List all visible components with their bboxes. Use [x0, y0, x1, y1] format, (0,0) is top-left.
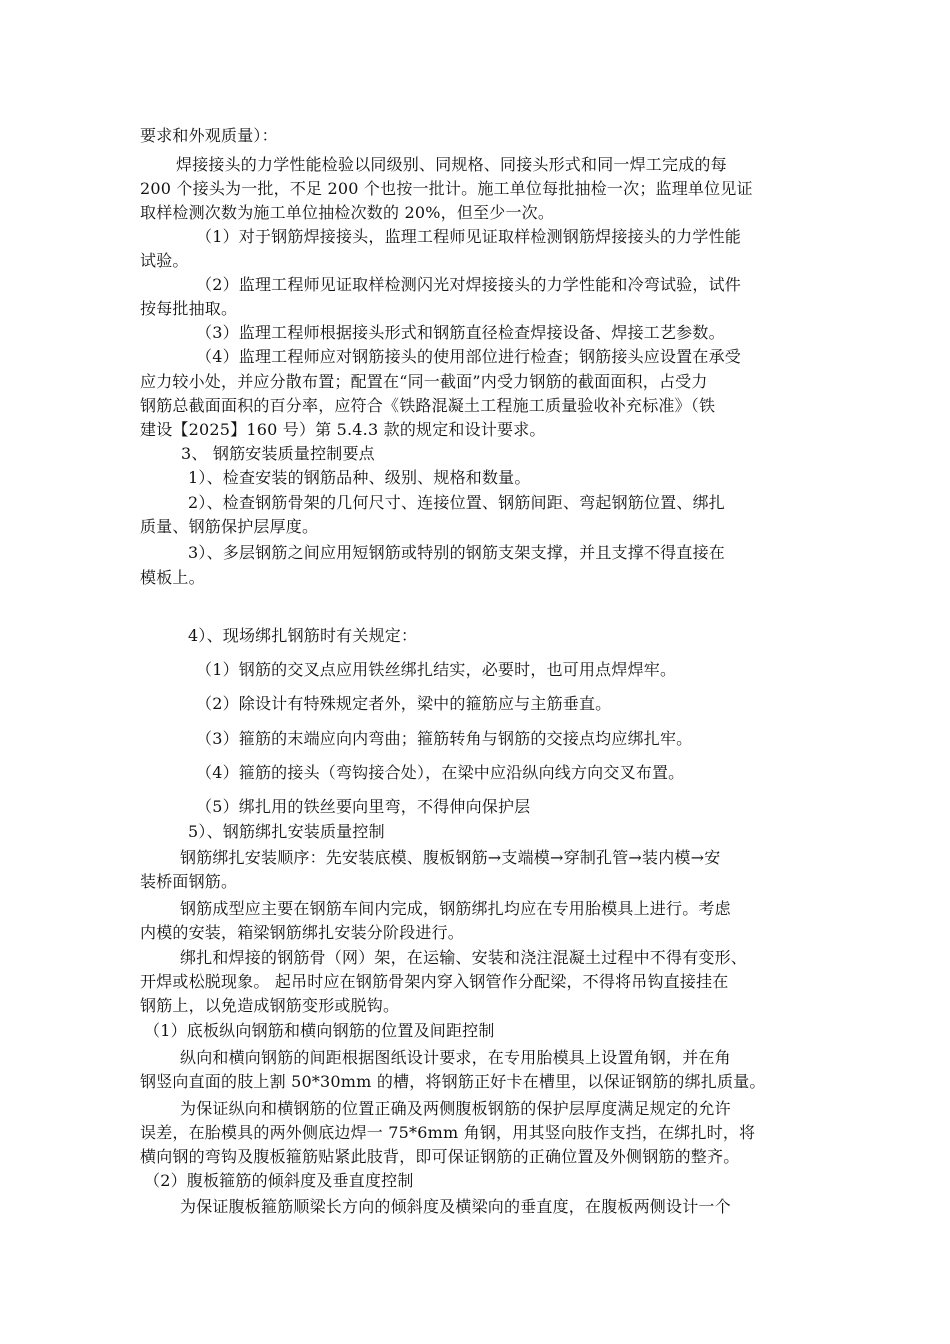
text-line: 内模的安装，箱梁钢筋绑扎安装分阶段进行。: [140, 923, 465, 942]
text-line: 应力较小处，并应分散布置；配置在“同一截面”内受力钢筋的截面面积，占受力: [140, 372, 708, 391]
text-line: （3）监理工程师根据接头形式和钢筋直径检查焊接设备、焊接工艺参数。: [196, 323, 725, 342]
text-line: 为保证纵向和横钢筋的位置正确及两侧腹板钢筋的保护层厚度满足规定的允许: [180, 1099, 731, 1118]
text-line: 装桥面钢筋。: [140, 872, 238, 891]
subsection-heading: （1）底板纵向钢筋和横向钢筋的位置及间距控制: [144, 1021, 495, 1040]
text-line: 钢筋绑扎安装顺序：先安装底模、腹板钢筋→支端模→穿制孔管→装内模→安: [180, 848, 721, 867]
text-line: 4）、现场绑扎钢筋时有关规定：: [188, 626, 418, 645]
text-line: 建设【2025】160 号）第 5.4.3 款的规定和设计要求。: [140, 420, 546, 439]
text-line: 横向钢的弯钩及腹板箍筋贴紧此肢背，即可保证钢筋的正确位置及外侧钢筋的整齐。: [140, 1147, 740, 1166]
section-heading: 3、 钢筋安装质量控制要点: [181, 444, 375, 463]
text-line: 钢筋成型应主要在钢筋车间内完成，钢筋绑扎均应在专用胎模具上进行。考虑: [180, 899, 731, 918]
text-line: 绑扎和焊接的钢筋骨（网）架，在运输、安装和浇注混凝土过程中不得有变形、: [180, 948, 748, 967]
text-line: 按每批抽取。: [140, 299, 238, 318]
text-line: （5）绑扎用的铁丝要向里弯，不得伸向保护层: [196, 797, 531, 816]
text-line: （1）对于钢筋焊接接头，监理工程师见证取样检测钢筋焊接接头的力学性能: [196, 227, 741, 246]
text-line: 钢筋上，以免造成钢筋变形或脱钩。: [140, 996, 400, 1015]
text-line: 为保证腹板箍筋顺梁长方向的倾斜度及横梁向的垂直度，在腹板两侧设计一个: [180, 1197, 731, 1216]
text-line: （3）箍筋的末端应向内弯曲；箍筋转角与钢筋的交接点均应绑扎牢。: [196, 729, 693, 748]
text-line: （4）监理工程师应对钢筋接头的使用部位进行检查；钢筋接头应设置在承受: [196, 347, 741, 366]
text-line: 1）、检查安装的钢筋品种、级别、规格和数量。: [188, 468, 531, 487]
text-line: 钢竖向直面的肢上割 50*30mm 的槽，将钢筋正好卡在槽里，以保证钢筋的绑扎质量。: [140, 1072, 766, 1091]
text-line: 质量、钢筋保护层厚度。: [140, 517, 319, 536]
text-line: 5）、钢筋绑扎安装质量控制: [188, 822, 385, 841]
text-line: 200 个接头为一批，不足 200 个也按一批计。施工单位每批抽检一次；监理单位见证: [140, 179, 753, 198]
text-line: （1）钢筋的交叉点应用铁丝绑扎结实，必要时，也可用点焊焊牢。: [196, 660, 677, 679]
subsection-heading: （2）腹板箍筋的倾斜度及垂直度控制: [144, 1171, 414, 1190]
text-line: （2）除设计有特殊规定者外，梁中的箍筋应与主筋垂直。: [196, 694, 612, 713]
text-line: 试验。: [140, 251, 189, 270]
text-line: 误差，在胎模具的两外侧底边焊一 75*6mm 角钢，用其竖向肢作支挡，在绑扎时，将: [140, 1123, 756, 1142]
text-line: （4）箍筋的接头（弯钩接合处），在梁中应沿纵向线方向交叉布置。: [196, 763, 685, 782]
text-line: 钢筋总截面面积的百分率，应符合《铁路混凝土工程施工质量验收补充标准》（铁: [140, 396, 716, 415]
text-line: 2）、检查钢筋骨架的几何尺寸、连接位置、钢筋间距、弯起钢筋位置、绑扎: [188, 493, 725, 512]
text-line: 要求和外观质量）：: [140, 126, 278, 145]
text-line: （2）监理工程师见证取样检测闪光对焊接接头的力学性能和冷弯试验，试件: [196, 275, 741, 294]
text-line: 3）、多层钢筋之间应用短钢筋或特别的钢筋支架支撑，并且支撑不得直接在: [188, 543, 725, 562]
text-line: 取样检测次数为施工单位抽检次数的 20%，但至少一次。: [140, 203, 555, 222]
text-line: 纵向和横向钢筋的间距根据图纸设计要求，在专用胎模具上设置角钢，并在角: [180, 1048, 731, 1067]
text-line: 焊接接头的力学性能检验以同级别、同规格、同接头形式和同一焊工完成的每: [176, 155, 727, 174]
text-line: 模板上。: [140, 568, 205, 587]
text-line: 开焊或松脱现象。 起吊时应在钢筋骨架内穿入钢管作分配梁，不得将吊钩直接挂在: [140, 972, 729, 991]
